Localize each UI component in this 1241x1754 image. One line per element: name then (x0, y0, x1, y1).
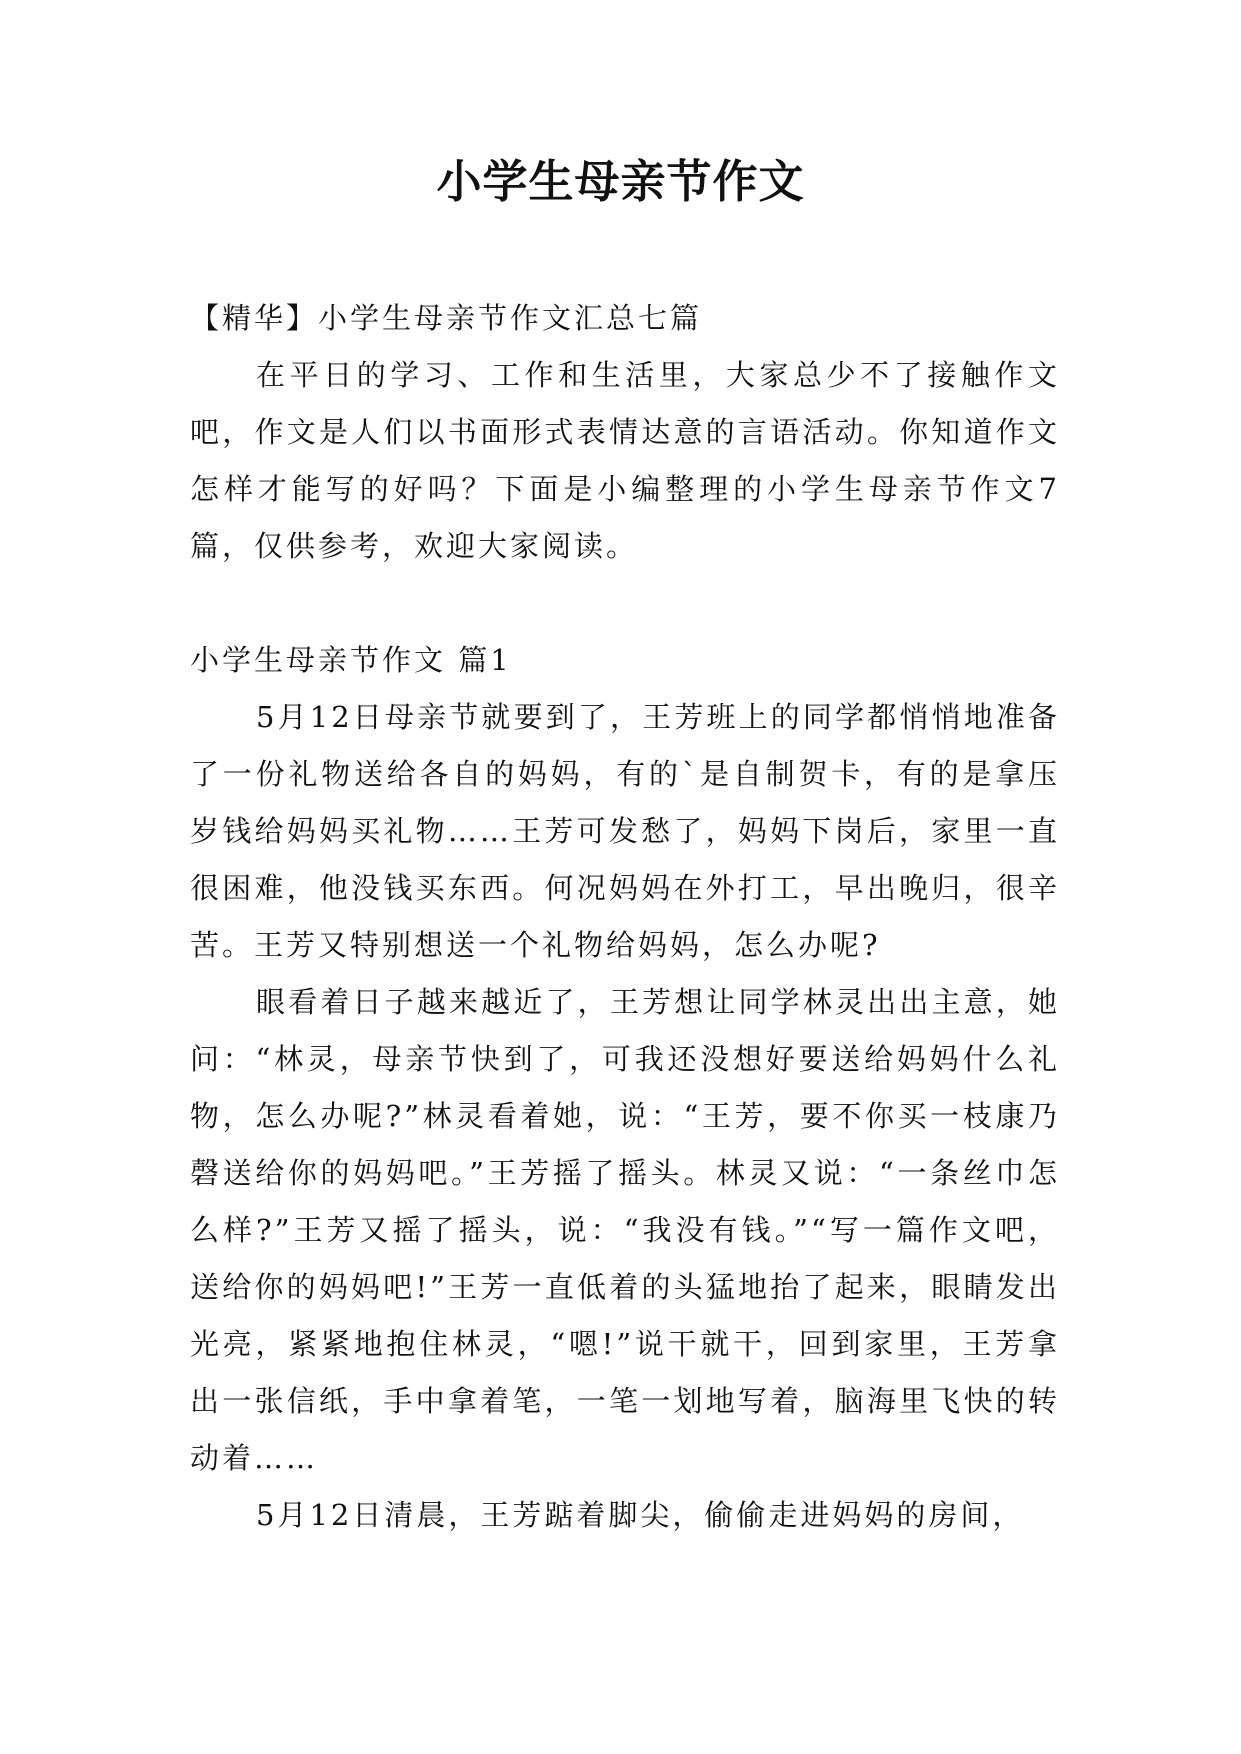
document-body (190, 290, 1060, 1544)
section-spacer (190, 575, 1060, 632)
document-subtitle: 【精华】小学生母亲节作文汇总七篇 (190, 301, 703, 335)
section-paragraph: 眼看着日子越来越近了，王芳想让同学林灵出出主意，她问：“林灵，母亲节快到了，可我还没想好要送给妈妈什么礼物，怎么办呢?”林灵看着她，说：“王芳，要不你买一枝康乃磬送给你的妈妈吧。”王芳摇了摇头。林灵又说：“一条丝巾怎么样?”王芳又摇了摇头，说：“我没有钱。”“写一篇作文吧，送给你的妈妈吧!”王芳一直低着的头猛地抬了起来，眼睛发出光亮，紧紧地抱住林灵，“嗯!”说干就干，回到家里，王芳拿出一张信纸，手中拿着笔，一笔一划地写着，脑海里飞快的转动着…… (190, 985, 1060, 1475)
intro-paragraph: 在平日的学习、工作和生活里，大家总少不了接触作文吧，作文是人们以书面形式表情达意的言语活动。你知道作文怎样才能写的好吗？下面是小编整理的小学生母亲节作文7篇，仅供参考，欢迎大家阅读。 (190, 358, 1060, 563)
section-heading: 小学生母亲节作文 篇1 (190, 643, 512, 677)
section-paragraph: 5月12日母亲节就要到了，王芳班上的同学都悄悄地准备了一份礼物送给各自的妈妈，有的`是自制贺卡，有的是拿压岁钱给妈妈买礼物……王芳可发愁了，妈妈下岗后，家里一直很困难，他没钱买东西。何况妈妈在外打工，早出晚归，很辛苦。王芳又特别想送一个礼物给妈妈，怎么办呢? (190, 700, 1060, 962)
section-paragraph: 5月12日清晨，王芳踮着脚尖，偷偷走进妈妈的房间， (256, 1498, 1025, 1532)
document-title: 小学生母亲节作文 (436, 155, 805, 208)
